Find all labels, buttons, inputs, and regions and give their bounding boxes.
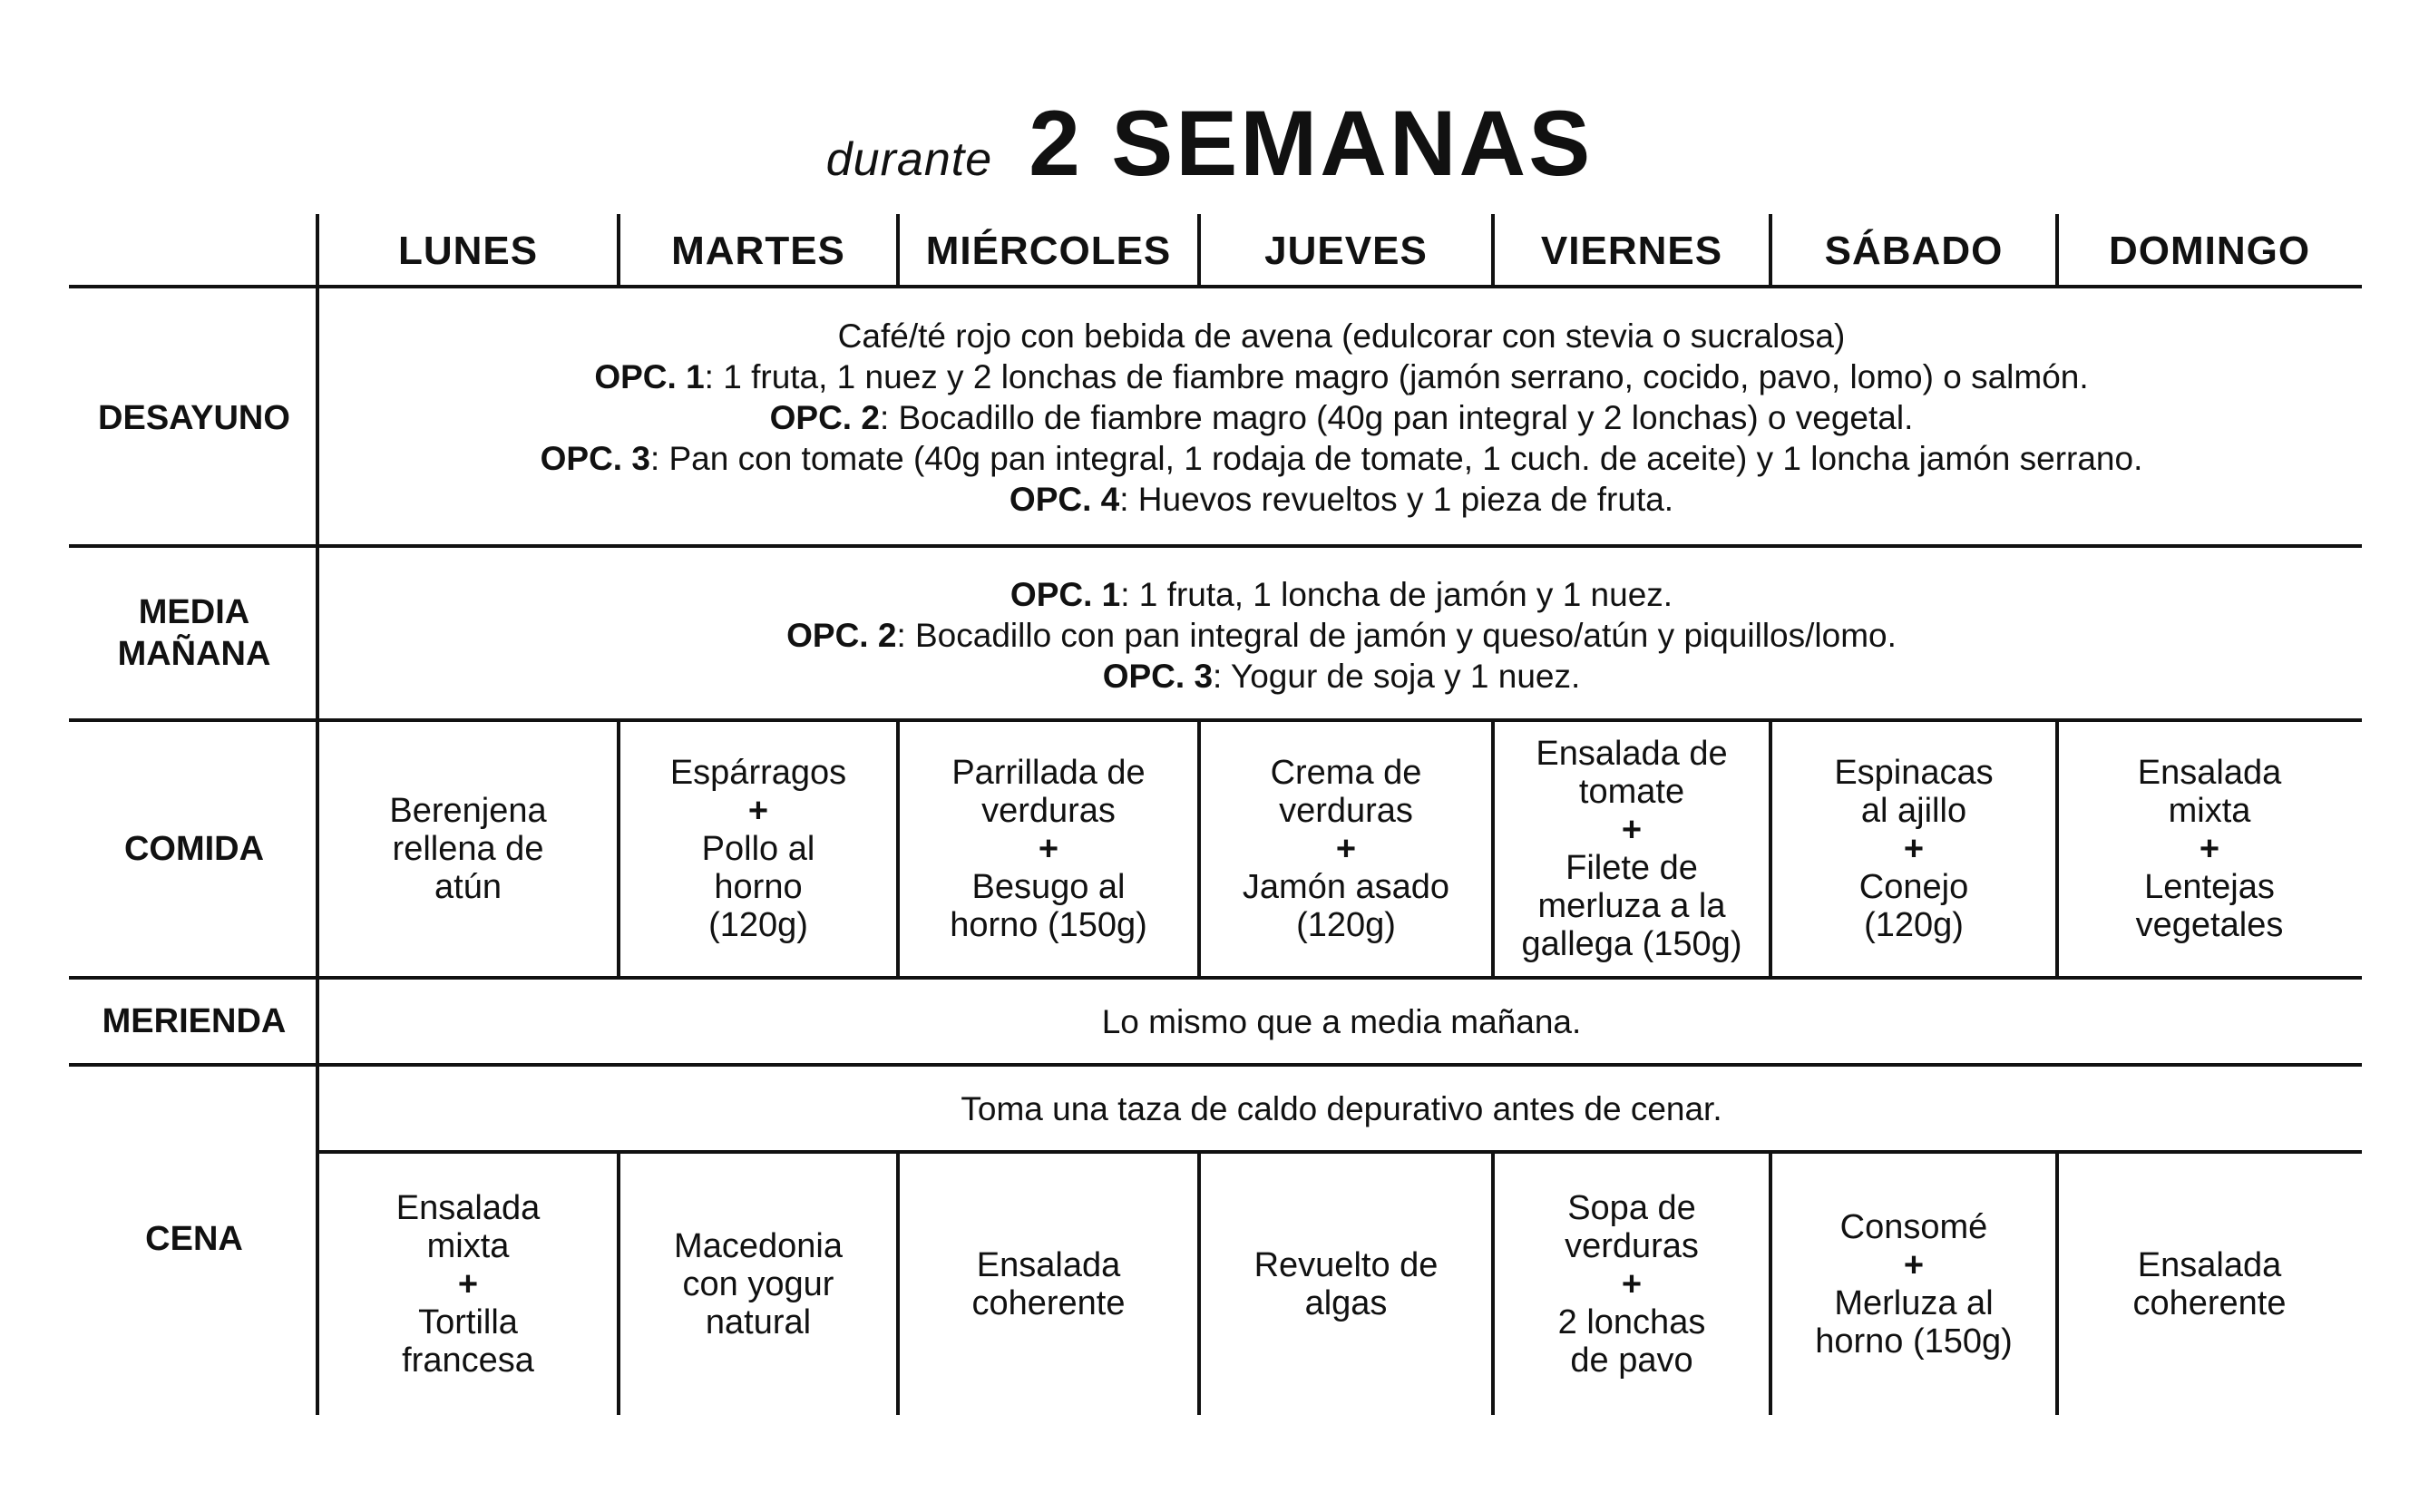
desayuno-option-3: OPC. 3: Pan con tomate (40g pan integral, 1 rodaja de tomate, 1 cuch. de aceite) y 1 loncha jamón serrano. — [540, 439, 2143, 477]
dish-line: Sopa de — [1567, 1189, 1696, 1227]
cena-dish — [898, 1154, 1199, 1415]
comida-dish — [317, 722, 619, 976]
desayuno-intro: Café/té rojo con bebida de avena (edulcorar con stevia o sucralosa) — [837, 317, 1846, 355]
dish-line: verduras — [1565, 1227, 1699, 1265]
dish-line: verduras — [981, 792, 1116, 830]
day-header: MIÉRCOLES — [925, 229, 1172, 273]
dish-line: vegetales — [2135, 906, 2284, 944]
dish-line: Parrillada de — [951, 754, 1146, 792]
media-manana-content — [321, 562, 2362, 707]
dish-line: Merluza al — [1834, 1284, 1994, 1322]
media-manana-option-3: OPC. 3: Yogur de soja y 1 nuez. — [1102, 657, 1581, 695]
dish-line: merluza a la — [1537, 887, 1726, 925]
dish-line: verduras — [1279, 792, 1413, 830]
meal-label-desayuno: DESAYUNO — [98, 399, 290, 437]
dish-line: (120g) — [1296, 906, 1396, 944]
day-header: LUNES — [397, 229, 539, 273]
day-header: VIERNES — [1540, 229, 1723, 273]
dish-line: rellena de — [392, 830, 544, 868]
meal-label-cena: CENA — [145, 1220, 243, 1258]
dish-line: Besugo al — [971, 868, 1126, 906]
dish-line: Consomé — [1839, 1208, 1988, 1246]
plus-sign: + — [1903, 830, 1925, 868]
dish-line: atún — [434, 868, 502, 906]
dish-line: coherente — [2132, 1284, 2287, 1322]
dish-line: coherente — [971, 1284, 1126, 1322]
dish-line: Ensalada — [395, 1189, 541, 1227]
cena-note: Toma una taza de caldo depurativo antes de cenar. — [961, 1089, 1722, 1127]
plus-sign: + — [747, 792, 769, 830]
comida-dish — [1770, 722, 2057, 976]
dish-line: tomate — [1578, 773, 1685, 811]
dish-line: al ajillo — [1860, 792, 1967, 830]
dish-line: 2 lonchas — [1557, 1303, 1706, 1341]
media-manana-option-1: OPC. 1: 1 fruta, 1 loncha de jamón y 1 nuez. — [1010, 575, 1673, 613]
row-divider-line — [69, 544, 2362, 548]
cena-dish — [1770, 1154, 2057, 1415]
dish-line: Jamón asado — [1242, 868, 1450, 906]
media-manana-option-2: OPC. 2: Bocadillo con pan integral de jamón y queso/atún y piquillos/lomo. — [786, 616, 1897, 654]
page-title — [0, 91, 2419, 195]
meal-label-merienda: MERIENDA — [102, 1002, 287, 1040]
dish-line: horno (150g) — [950, 906, 1147, 944]
dish-line: francesa — [402, 1341, 534, 1380]
merienda-content: Lo mismo que a media mañana. — [1101, 1002, 1582, 1040]
plus-sign: + — [1335, 830, 1357, 868]
dish-line: Berenjena — [389, 792, 547, 830]
header-divider-line — [69, 285, 2362, 288]
dish-line: de pavo — [1570, 1341, 1693, 1380]
dish-line: Ensalada — [2137, 1246, 2282, 1284]
dish-line: Espárragos — [669, 754, 847, 792]
dish-line: Espinacas — [1834, 754, 1994, 792]
meal-label-manana: MAÑANA — [117, 635, 271, 673]
cena-dish — [1493, 1154, 1770, 1415]
plus-sign: + — [1621, 811, 1643, 849]
dish-line: gallega (150g) — [1521, 925, 1742, 963]
dish-line: (120g) — [1864, 906, 1964, 944]
dish-line: con yogur — [682, 1265, 834, 1303]
dish-line: Pollo al — [701, 830, 815, 868]
dish-line: Tortilla — [418, 1303, 518, 1341]
day-header: DOMINGO — [2108, 229, 2311, 273]
comida-dish — [1199, 722, 1493, 976]
dish-line: Revuelto de — [1253, 1246, 1439, 1284]
plus-sign: + — [1038, 830, 1059, 868]
dish-line: mixta — [426, 1227, 510, 1265]
plus-sign: + — [457, 1265, 479, 1303]
cena-dish — [1199, 1154, 1493, 1415]
desayuno-option-2: OPC. 2: Bocadillo de fiambre magro (40g pan integral y 2 lonchas) o vegetal. — [769, 398, 1914, 436]
dish-line: Ensalada — [2137, 754, 2282, 792]
plus-sign: + — [1621, 1265, 1643, 1303]
title-prefix: durante — [825, 133, 993, 186]
dish-line: mixta — [2168, 792, 2251, 830]
dish-line: natural — [705, 1303, 812, 1341]
dish-line: Macedonia — [674, 1227, 843, 1265]
meal-label-media: MEDIA — [138, 593, 250, 631]
dish-line: horno — [714, 868, 803, 906]
comida-dish — [898, 722, 1199, 976]
title-main: 2 SEMANAS — [1029, 92, 1594, 195]
plus-sign: + — [1903, 1246, 1925, 1284]
comida-dish — [1493, 722, 1770, 976]
desayuno-option-1: OPC. 1: 1 fruta, 1 nuez y 2 lonchas de fiambre magro (jamón serrano, cocido, pavo, lomo) o salmón. — [594, 357, 2089, 395]
dish-line: Conejo — [1858, 868, 1969, 906]
comida-dish — [2057, 722, 2362, 976]
cena-dish — [2057, 1154, 2362, 1415]
plus-sign: + — [2199, 830, 2220, 868]
day-header: MARTES — [671, 229, 845, 273]
dish-line: Lentejas — [2144, 868, 2275, 906]
dish-line: Crema de — [1270, 754, 1422, 792]
comida-dish — [619, 722, 898, 976]
cena-dish — [619, 1154, 898, 1415]
dish-line: horno (150g) — [1815, 1322, 2013, 1361]
meal-label-media-manana — [71, 548, 317, 718]
day-header: JUEVES — [1264, 229, 1428, 273]
desayuno-option-4: OPC. 4: Huevos revueltos y 1 pieza de fruta. — [1009, 480, 1674, 518]
day-header: SÁBADO — [1824, 229, 2004, 273]
cena-dish — [317, 1154, 619, 1415]
meal-label-comida: COMIDA — [123, 830, 265, 868]
dish-line: algas — [1304, 1284, 1388, 1322]
dish-line: (120g) — [708, 906, 808, 944]
dish-line: Filete de — [1566, 849, 1698, 887]
dish-line: Ensalada — [976, 1246, 1121, 1284]
dish-line: Ensalada de — [1536, 735, 1728, 773]
desayuno-content — [321, 304, 2362, 531]
